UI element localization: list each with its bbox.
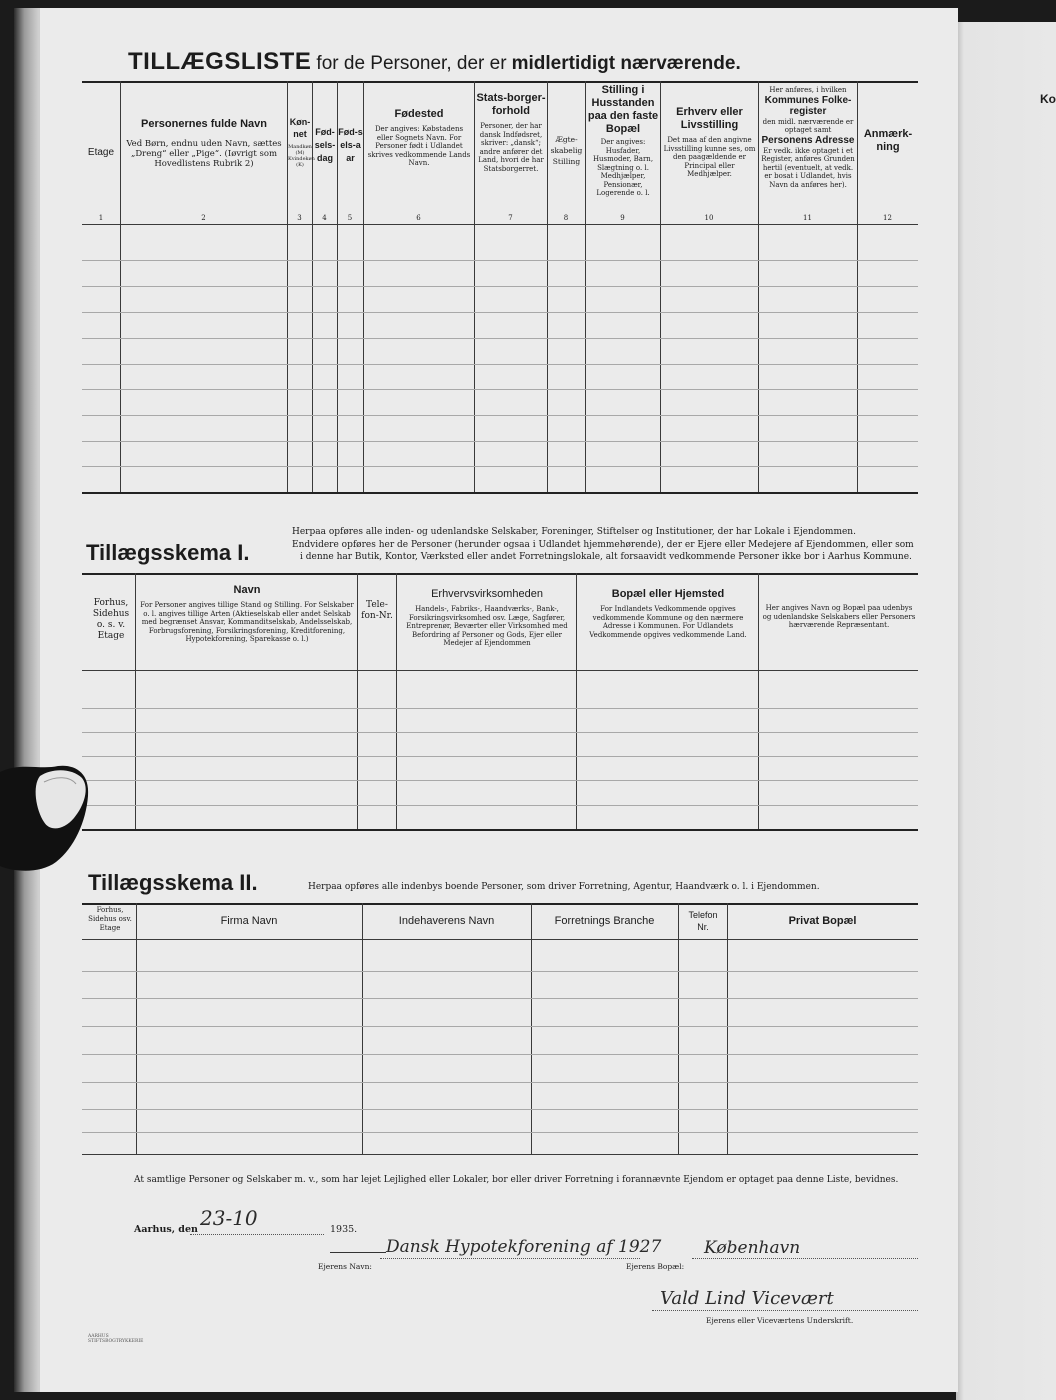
printer-note: AARHUS STIFTSBOGTRYKKERIE <box>88 1334 144 1344</box>
schema-2-title: Tillægsskema II. <box>88 870 258 895</box>
s2-col-etage: Forhus, Sidehus osv. Etage <box>88 906 132 932</box>
owner-address-label: Ejerens Bopæl: <box>626 1262 685 1271</box>
col-remarks: Anmærk-ning <box>863 128 913 153</box>
col-birthplace: Fødested Der angives: Købstadens eller Sognets Navn. For Personer født i Udlandet skrives vedkommende Lands Navn. <box>367 108 471 167</box>
col-occupation: Erhverv eller Livsstilling Det maa af den angivne Livsstilling kunne ses, om den paagældende er Principal eller Medhjælper. <box>663 106 756 178</box>
signature-handwritten: Vald Lind Vicevært <box>660 1288 834 1309</box>
title-bold: TILLÆGSLISTE <box>128 48 312 75</box>
col-name: Personernes fulde Navn Ved Børn, endnu uden Navn, sættes „Dreng“ eller „Pige“. (Iøvrigt som Hovedlistens Rubrik 2) <box>126 118 282 169</box>
s2-col-owner: Indehaverens Navn <box>398 915 495 927</box>
col-gender: Køn-net Mandkøn (M) Kvindekøn (K) <box>288 117 315 168</box>
page-title <box>128 48 928 76</box>
s1-col-name: Navn For Personer angives tillige Stand og Stilling. For Selskaber o. l. angives tillige Arten (Aktieselskab eller andet Selskab med begrænset Ansvar, Kommanditselskab, Andelsselskab, Forbrugsforening, Forsikringsforening, Kreditforening, Hypotekforening, Sparekasse o. l.) <box>140 584 354 643</box>
declaration: At samtlige Personer og Selskaber m. v., som har lejet Lejlighed eller Lokaler, bor eller driver Forretning i forannævnte Ejendom er optaget paa denne Liste, bevidnes. <box>134 1175 899 1185</box>
owner-name-label: Ejerens Navn: <box>318 1262 372 1271</box>
s1-col-etage: Forhus, Sidehus o. s. v. Etage <box>92 598 130 641</box>
s1-col-business: Erhvervsvirksomheden Handels-, Fabriks-, Haandværks-, Bank-, Forsikringsvirksomhed osv. Læge, Sagfører, Entreprenør, Beværter eller Virksomhed med Befordring af Personer og Gods, Ejer eller Medejer af Ejendommen <box>406 588 568 647</box>
s2-col-phone: Telefon Nr. <box>688 910 718 932</box>
col-citizenship: Stats-borger-forhold Personer, der har dansk Indfødsret, skriver: „dansk“; andre anfører det Land, hvori de har Statsborgerret. <box>476 92 546 173</box>
schema-2-intro: Herpaa opføres alle indenbys boende Personer, som driver Forretning, Agentur, Haandværk o. l. i Ejendommen. <box>308 882 820 892</box>
col-register: Her anføres, i hvilken Kommunes Folke-register den midl. nærværende er optaget samt Personens Adresse Er vedk. ikke optaget i et Register, anføres Grunden hertil (eventuelt, at vedk. er bosat i Udlandet, hvis Navn da anføres her). <box>761 86 855 189</box>
s2-col-firm: Firma Navn <box>220 915 278 927</box>
signature-label: Ejerens eller Viceværtens Underskrift. <box>706 1316 854 1325</box>
col-etage: Etage <box>87 147 115 158</box>
schema-1-intro: Herpaa opføres alle inden- og udenlandske Selskaber, Foreninger, Stiftelser og Institutioner, der har Lokale i Ejendommen. Endvidere opføres her de Personer (herunder ogsaa i Udlandet hjemmehørende), der er Ejere eller Medejere af Ejendommen, eller som i denne har Butik, Kontor, Værksted eller andet Forretningslokale, alt forsaavidt vedkommende Personer ikke bor i Aarhus Kommune. <box>292 527 914 562</box>
adjacent-page <box>956 22 1056 1400</box>
col-household: Stilling i Husstanden paa den faste Bopæl Der angives: Husfader, Husmoder, Barn, Slægtning o. l. Medhjælper, Pensionær, Logerende o. l. <box>587 84 659 197</box>
col-birthyear: Fød-sels-aar <box>338 127 363 163</box>
s1-col-phone: Tele-fon-Nr. <box>361 600 393 621</box>
col-birthday: Fød-sels-dag <box>314 127 336 163</box>
date-line <box>190 1234 324 1235</box>
date-handwritten: 23-10 <box>200 1206 258 1230</box>
s2-col-private: Privat Bopæl <box>788 915 857 927</box>
s1-col-residence: Bopæl eller Hjemsted For Indlandets Vedkommende opgives vedkommende Kommune og den nærmere Adresse i Kommunen. For Udlandets Vedkommende opgives vedkommende Land. <box>589 588 747 639</box>
form-page: TILLÆGSLISTE for de Personer, der er midlertidigt nærværende. Etage Personernes fulde Navn Ved Børn, endnu uden Navn, sættes „Dreng“ eller „Pige“. (Iøvrigt som Hovedlistens Rubrik 2) Køn-net Mandkøn (M) Kvindekøn (K) Fød-sels-dag Fød-sels-aar Fødested Der angives: Købstadens eller Sognets Navn. For Personer født i Udlandet skrives vedkommende Lands Navn. Stats-borger-forhold Personer, der har dansk Indfødsret, skriver: „dansk“; andre anfører det Land, hvori de har Statsborgerret. Ægte-skabelig Stilling Stilling i Husstanden paa den faste Bopæl Der angives: Husfader, Husmoder, Barn, Slægtning o. l. Medhjælper, Pensionær, Logerende o. l. Erhverv eller Livsstilling Det maa af den angivne Livsstilling kunne ses, om den paagældende er Principal eller Medhjælper. Her anføres, i hvilken Kommunes Folke-register den midl. nærværende er optaget samt Personens Adresse Er vedk. ikke optaget i et Register, anføres Grunden hertil (eventuelt, at vedk. er bosat i Udlandet, hvis Navn da anføres her). Anmærk-ning 1 2 3 4 5 6 7 8 9 10 11 12 Tillægsskema I. Herpaa opføres alle inden- og udenlandske Selskaber, Foreninger, Stiftelser og Institutioner, der har Lokale i Ejendommen. Endvidere opføres her de Personer (herunder ogsaa i Udlandet hjemmehørende), der er Ejere eller Medejere af Ejendommen, eller som i denne har Butik, Kontor, Værksted eller andet Forretningslokale, alt forsaavidt vedkommende Personer ikke bor i Aarhus Kommune. Forhus, Sidehus o. s. v. Etage Navn For Personer angives tillige Stand og Stilling. For Selskaber o. l. angives tillige Arten (Aktieselskab eller andet Selskab med begrænset Ansvar, Kommanditselskab, Andelsselskab, Forbrugsforening, Forsikringsforening, Kreditforening, Hypotekforening, Sparekasse o. l.) Tele-fon-Nr. Erhvervsvirksomheden Handels-, Fabriks-, Haandværks-, Bank-, Forsikringsvirksomhed osv. Læge, Sagfører, Entreprenør, Beværter eller Virksomhed med Befordring af Personer og Gods, Ejer eller Medejer af Ejendommen Bopæl eller Hjemsted For Indlandets Vedkommende opgives vedkommende Kommune og den nærmere Adresse i Kommunen. For Udlandets Vedkommende opgives vedkommende Land. Her angives Navn og Bopæl paa udenbys og udenlandske Selskabers eller Personers hærværende Repræsentant. Tillægsskema II. Herpaa opføres alle indenbys boende Personer, som driver Forretning, Agentur, Haandværk o. l. i Ejendommen. Forhus, Sidehus osv. Etage Firma Navn Indehaverens Navn Forretnings Branche Telefon Nr. Privat Bopæl At samtlige Personer og Selskaber m. v., som har lejet Lejlighed eller Lokaler, bor eller driver Forretning i forannævnte Ejendom er optaget paa denne Liste, bevidnes. Aarhus, den 23-10 1935. Dansk Hypotekforening af 1927 Ejerens Navn: Ejerens Bopæl: København Vald Lind Vicevært Ejerens eller Viceværtens Underskrift. AARHUS STIFTSBOGTRYKKERIE <box>38 8 958 1392</box>
book-spine <box>14 8 40 1392</box>
s1-col-representative: Her angives Navn og Bopæl paa udenbys og udenlandske Selskabers eller Personers hærværende Repræsentant. <box>762 604 916 629</box>
owner-address-handwritten: København <box>704 1238 801 1258</box>
title-rest: for de Personer, der er <box>316 53 507 74</box>
col-marital: Ægte-skabelig Stilling <box>550 135 583 166</box>
thumb-image <box>0 762 92 874</box>
adjacent-page-text: Ko <box>1040 92 1056 106</box>
owner-name-handwritten: Dansk Hypotekforening af 1927 <box>386 1237 662 1257</box>
city-label: Aarhus, den <box>134 1224 198 1235</box>
schema-1-title: Tillægsskema I. <box>86 540 250 565</box>
year: 1935. <box>330 1224 358 1235</box>
title-bold-2: midlertidigt nærværende. <box>511 53 741 74</box>
s2-col-branch: Forretnings Branche <box>554 915 655 927</box>
